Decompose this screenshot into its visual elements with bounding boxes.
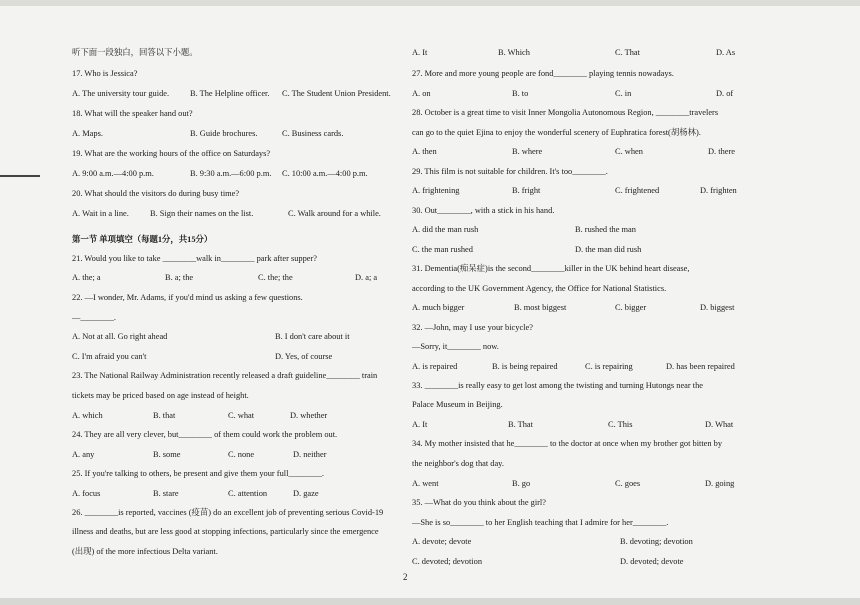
- left-text-line: C. 10:00 a.m.—4:00 p.m.: [282, 169, 368, 178]
- left-text-line: 19. What are the working hours of the office on Saturdays?: [72, 149, 271, 158]
- right-text-line: C. goes: [615, 479, 641, 488]
- right-text-line: D. devoted; devote: [620, 557, 684, 566]
- left-text-line: 听下面一段独白，回答以下小题。: [72, 48, 198, 57]
- left-text-line: C. I'm afraid you can't: [72, 352, 147, 361]
- left-text-line: B. 9:30 a.m.—6:00 p.m.: [190, 169, 272, 178]
- left-text-line: B. Guide brochures.: [190, 129, 258, 138]
- scan-bottom-edge: [0, 598, 860, 605]
- right-text-line: B. Which: [498, 48, 530, 57]
- left-text-line: A. which: [72, 411, 103, 420]
- left-text-line: D. gaze: [293, 489, 319, 498]
- right-text-line: C. is repairing: [585, 362, 633, 371]
- right-text-line: D. of: [716, 89, 734, 98]
- right-text-line: 32. —John, may I use your bicycle?: [412, 323, 533, 332]
- left-text-line: C. Business cards.: [282, 129, 344, 138]
- right-text-line: A. frightening: [412, 186, 460, 195]
- right-text-line: C. when: [615, 147, 643, 156]
- right-text-line: C. This: [608, 420, 633, 429]
- right-text-line: 27. More and more young people are fond________ playing tennis nowadays.: [412, 69, 674, 78]
- right-text-line: —She is so________ to her English teaching that I admire for her________.: [412, 518, 669, 527]
- right-text-line: B. most biggest: [514, 303, 567, 312]
- left-text-line: A. Not at all. Go right ahead: [72, 332, 168, 341]
- right-text-line: B. to: [512, 89, 529, 98]
- right-text-line: D. there: [708, 147, 735, 156]
- right-text-line: D. frighten: [700, 186, 737, 195]
- right-text-line: Palace Museum in Beijing.: [412, 400, 503, 409]
- right-text-line: 35. —What do you think about the girl?: [412, 498, 546, 507]
- right-text-line: 30. Out________, with a stick in his hand.: [412, 206, 555, 215]
- right-text-line: —Sorry, it________ now.: [412, 342, 499, 351]
- left-text-line: A. 9:00 a.m.—4:00 p.m.: [72, 169, 154, 178]
- right-text-line: C. the man rushed: [412, 245, 473, 254]
- left-text-line: A. The university tour guide.: [72, 89, 170, 98]
- left-text-line: C. the; the: [258, 273, 293, 282]
- left-text-line: B. I don't care about it: [275, 332, 350, 341]
- left-text-line: —________.: [72, 313, 116, 322]
- right-text-line: A. went: [412, 479, 439, 488]
- left-text-line: A. any: [72, 450, 95, 459]
- left-text-line: B. some: [153, 450, 181, 459]
- right-text-line: 29. This film is not suitable for children. It's too________.: [412, 167, 608, 176]
- left-text-line: B. that: [153, 411, 176, 420]
- right-text-line: D. biggest: [700, 303, 735, 312]
- left-text-line: 18. What will the speaker hand out?: [72, 109, 193, 118]
- left-text-line: B. The Helpline officer.: [190, 89, 270, 98]
- right-text-line: A. much bigger: [412, 303, 465, 312]
- right-text-line: the neighbor's dog that day.: [412, 459, 504, 468]
- right-text-line: D. the man did rush: [575, 245, 642, 254]
- left-text-line: B. Sign their names on the list.: [150, 209, 254, 218]
- left-text-line: 第一节 单项填空（每题1分，共15分）: [72, 235, 213, 244]
- right-text-line: B. rushed the man: [575, 225, 636, 234]
- right-text-line: B. That: [508, 420, 533, 429]
- right-text-line: 33. ________is really easy to get lost among the twisting and turning Hutongs near the: [412, 381, 703, 390]
- left-text-line: A. the; a: [72, 273, 101, 282]
- page-number: 2: [403, 572, 408, 582]
- right-text-line: C. frightened: [615, 186, 660, 195]
- left-text-line: B. stare: [153, 489, 179, 498]
- right-text-line: D. As: [716, 48, 736, 57]
- left-text-line: A. Wait in a line.: [72, 209, 129, 218]
- right-text-line: A. did the man rush: [412, 225, 479, 234]
- left-text-line: C. The Student Union President.: [282, 89, 391, 98]
- left-text-line: 20. What should the visitors do during busy time?: [72, 189, 240, 198]
- left-text-line: (出现) of the more infectious Delta variant.: [72, 547, 218, 556]
- scan-top-edge: [0, 0, 860, 6]
- right-text-line: according to the UK Government Agency, the Office for National Statistics.: [412, 284, 667, 293]
- left-text-line: C. Walk around for a while.: [288, 209, 381, 218]
- left-text-line: A. Maps.: [72, 129, 103, 138]
- right-text-line: C. in: [615, 89, 632, 98]
- left-text-line: D. a; a: [355, 273, 378, 282]
- right-text-line: A. on: [412, 89, 431, 98]
- right-text-line: B. is being repaired: [492, 362, 558, 371]
- right-text-line: B. devoting; devotion: [620, 537, 693, 546]
- right-text-line: D. has been repaired: [666, 362, 735, 371]
- left-text-line: 25. If you're talking to others, be present and give them your full________.: [72, 469, 325, 478]
- margin-mark: [0, 175, 40, 177]
- left-text-line: 17. Who is Jessica?: [72, 69, 138, 78]
- right-text-line: A. It: [412, 48, 428, 57]
- left-text-line: C. attention: [228, 489, 268, 498]
- left-text-line: D. Yes, of course: [275, 352, 333, 361]
- left-text-line: C. none: [228, 450, 255, 459]
- left-text-line: 26. ________is reported, vaccines (疫苗) do an excellent job of preventing serious Covid-19: [72, 508, 384, 517]
- left-text-line: 24. They are all very clever, but________ of them could work the problem out.: [72, 430, 338, 439]
- right-text-line: A. then: [412, 147, 437, 156]
- right-text-line: 34. My mother insisted that he________ to the doctor at once when my brother got bitten by: [412, 439, 723, 448]
- left-text-line: 23. The National Railway Administration recently released a draft guideline________ train: [72, 371, 378, 380]
- right-text-line: C. devoted; devotion: [412, 557, 483, 566]
- left-text-line: B. a; the: [165, 273, 194, 282]
- right-text-line: A. It: [412, 420, 428, 429]
- left-text-line: C. what: [228, 411, 255, 420]
- left-text-line: 22. —I wonder, Mr. Adams, if you'd mind us asking a few questions.: [72, 293, 303, 302]
- right-text-line: C. That: [615, 48, 640, 57]
- left-text-line: tickets may be priced based on age instead of height.: [72, 391, 249, 400]
- right-text-line: 28. October is a great time to visit Inner Mongolia Autonomous Region, ________travelers: [412, 108, 719, 117]
- right-text-line: A. devote; devote: [412, 537, 472, 546]
- left-text-line: A. focus: [72, 489, 101, 498]
- right-text-line: 31. Dementia(痴呆症)is the second________killer in the UK behind heart disease,: [412, 264, 690, 273]
- right-text-line: can go to the quiet Ejina to enjoy the wonderful scenery of Euphratica forest(胡杨林).: [412, 128, 701, 137]
- right-text-line: B. fright: [512, 186, 541, 195]
- left-text-line: D. whether: [290, 411, 328, 420]
- right-text-line: A. is repaired: [412, 362, 458, 371]
- right-text-line: B. go: [512, 479, 531, 488]
- left-text-line: D. neither: [293, 450, 327, 459]
- right-text-line: B. where: [512, 147, 543, 156]
- left-text-line: illness and deaths, but are less good at stopping infections, particularly since the emergence: [72, 527, 379, 536]
- right-text-line: D. going: [705, 479, 735, 488]
- right-text-line: D. What: [705, 420, 734, 429]
- left-text-line: 21. Would you like to take ________walk in________ park after supper?: [72, 254, 318, 263]
- right-text-line: C. bigger: [615, 303, 647, 312]
